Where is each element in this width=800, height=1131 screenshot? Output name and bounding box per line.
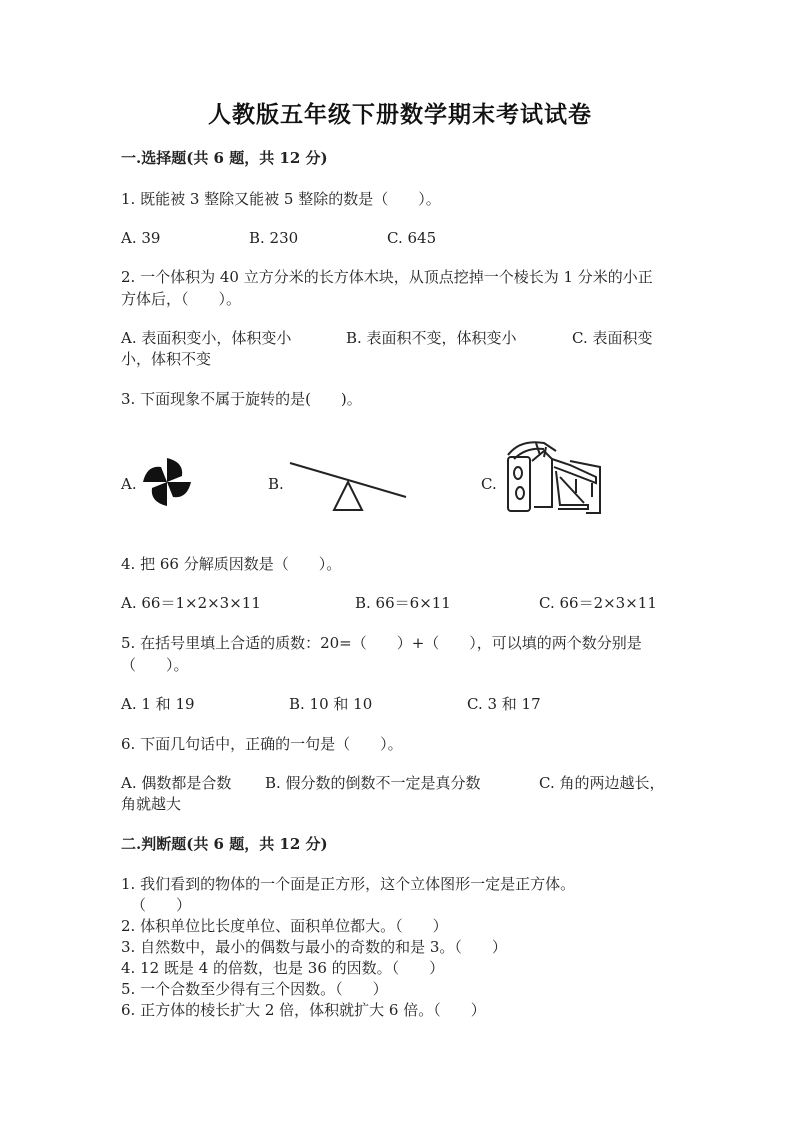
judgement-3: 3. 自然数中，最小的偶数与最小的奇数的和是 3。（ ） bbox=[121, 938, 507, 956]
q1-option-b: B. 230 bbox=[249, 229, 299, 247]
question-5-line-2: （ ）。 bbox=[121, 656, 189, 674]
slide-image bbox=[500, 437, 604, 517]
q2-option-a: A. 表面积变小，体积变小 bbox=[121, 329, 292, 347]
question-2-line-1: 2. 一个体积为 40 立方分米的长方体木块，从顶点挖掉一个棱长为 1 分米的小正 bbox=[121, 268, 653, 286]
q4-option-a: A. 66＝1×2×3×11 bbox=[121, 594, 261, 612]
q1-option-a: A. 39 bbox=[121, 229, 161, 247]
pinwheel-image bbox=[138, 454, 196, 510]
section-heading-judgement: 二.判断题(共 6 题，共 12 分) bbox=[121, 835, 328, 853]
judgement-1: 1. 我们看到的物体的一个面是正方形，这个立体图形一定是正方体。 bbox=[121, 875, 576, 893]
question-5-line-1: 5. 在括号里填上合适的质数：20=（ ）+（ ），可以填的两个数分别是 bbox=[121, 634, 642, 652]
q6-option-b: B. 假分数的倒数不一定是真分数 bbox=[265, 774, 481, 792]
q6-option-c-continued: 角就越大 bbox=[121, 795, 182, 813]
q3-option-b: B. bbox=[268, 475, 284, 493]
section-heading-choice: 一.选择题(共 6 题，共 12 分) bbox=[121, 149, 328, 167]
q1-option-c: C. 645 bbox=[387, 229, 437, 247]
q6-option-c: C. 角的两边越长， bbox=[539, 774, 665, 792]
question-1: 1. 既能被 3 整除又能被 5 整除的数是（ ）。 bbox=[121, 190, 441, 208]
q2-option-c: C. 表面积变 bbox=[572, 329, 653, 347]
page-title: 人教版五年级下册数学期末考试试卷 bbox=[208, 101, 592, 128]
q3-option-c: C. bbox=[481, 475, 497, 493]
seesaw-image bbox=[286, 459, 410, 513]
judgement-1-blank: （ ） bbox=[131, 896, 192, 914]
question-3: 3. 下面现象不属于旋转的是( )。 bbox=[121, 390, 362, 408]
q4-option-b: B. 66＝6×11 bbox=[355, 594, 451, 612]
judgement-2: 2. 体积单位比长度单位、面积单位都大。（ ） bbox=[121, 917, 448, 935]
q6-option-a: A. 偶数都是合数 bbox=[121, 774, 232, 792]
judgement-4: 4. 12 既是 4 的倍数，也是 36 的因数。（ ） bbox=[121, 959, 445, 977]
q5-option-b: B. 10 和 10 bbox=[289, 695, 373, 713]
q5-option-a: A. 1 和 19 bbox=[121, 695, 195, 713]
judgement-5: 5. 一个合数至少得有三个因数。（ ） bbox=[121, 980, 388, 998]
q2-option-c-continued: 小，体积不变 bbox=[121, 350, 212, 368]
q5-option-c: C. 3 和 17 bbox=[467, 695, 541, 713]
question-2-line-2: 方体后，（ ）。 bbox=[121, 290, 242, 308]
judgement-6: 6. 正方体的棱长扩大 2 倍，体积就扩大 6 倍。（ ） bbox=[121, 1001, 486, 1019]
q2-option-b: B. 表面积不变，体积变小 bbox=[346, 329, 517, 347]
question-4: 4. 把 66 分解质因数是（ ）。 bbox=[121, 555, 342, 573]
question-6: 6. 下面几句话中，正确的一句是（ ）。 bbox=[121, 735, 403, 753]
q4-option-c: C. 66＝2×3×11 bbox=[539, 594, 657, 612]
q3-option-a: A. bbox=[121, 475, 137, 493]
